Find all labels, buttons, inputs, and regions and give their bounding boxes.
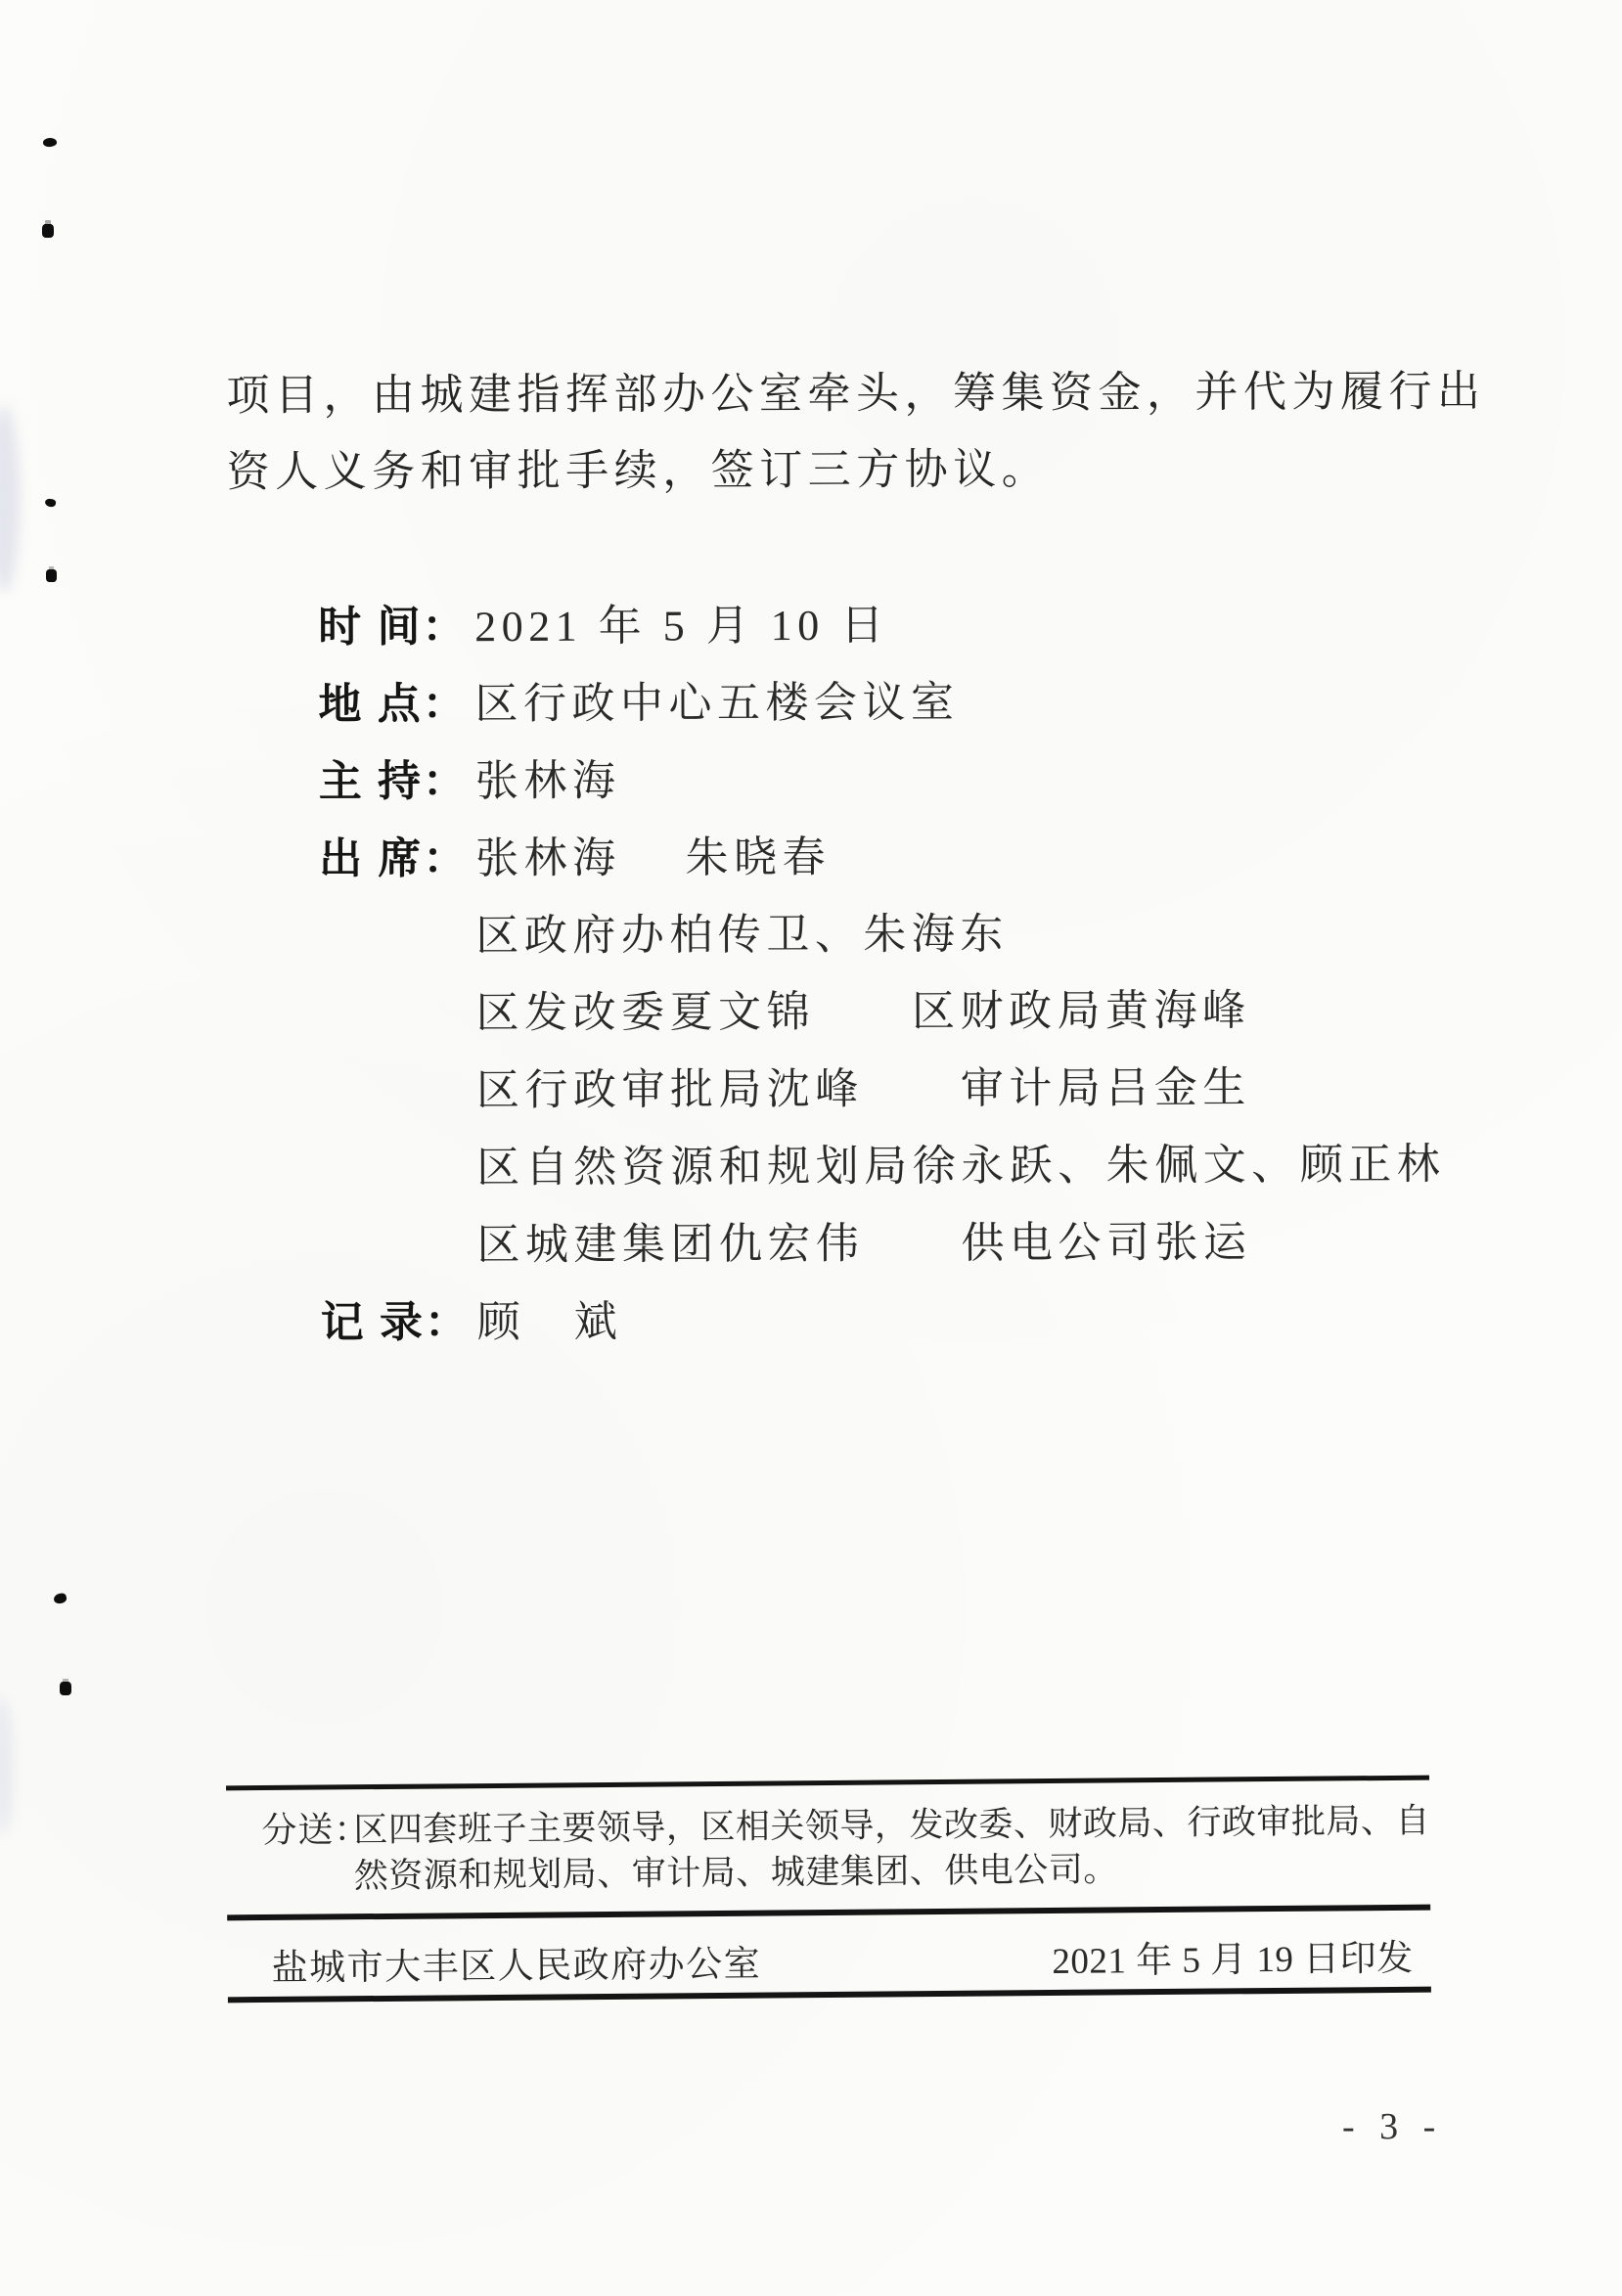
meta-label: 地 点： — [318, 680, 468, 729]
meta-label — [319, 974, 475, 975]
meta-value: 张林海 朱晓春 — [474, 833, 832, 883]
footer-rule-top — [226, 1776, 1429, 1791]
meta-label: 时 间： — [318, 603, 468, 652]
page-number: - 3 - — [1342, 2106, 1444, 2147]
document-footer — [226, 1776, 1431, 2011]
scan-smudge — [0, 1697, 14, 1834]
meta-row-recorder — [321, 1281, 1495, 1362]
meta-row-attendees-cont — [320, 1203, 1494, 1284]
scan-speck — [42, 224, 54, 238]
paragraph-line: 项目，由城建指挥部办公室牵头，筹集资金，并代为履行出 — [226, 367, 1486, 421]
meta-row-place — [318, 662, 1492, 743]
meta-label — [320, 1206, 476, 1207]
scan-speck — [53, 1593, 68, 1604]
distribution-list — [353, 1798, 1430, 1900]
body-paragraph — [226, 354, 1486, 511]
scan-smudge — [0, 406, 20, 592]
issuer-row — [227, 1925, 1430, 1995]
meta-row-attendees-cont — [320, 1049, 1494, 1130]
scan-speck — [46, 569, 57, 582]
meta-value: 张林海 — [474, 756, 621, 806]
meta-value: 区政府办柏传卫、朱海东 — [475, 910, 1009, 961]
meta-label: 出 席： — [318, 834, 469, 883]
paragraph-line: 资人义务和审批手续，签订三方协议。 — [226, 445, 1051, 497]
meta-label: 记 录： — [320, 1298, 471, 1347]
meta-label — [320, 1052, 476, 1053]
scan-speck — [60, 1682, 71, 1695]
distribution-block — [226, 1798, 1431, 1896]
print-date: 2021 年 5 月 19 日印发 — [1052, 1938, 1414, 1983]
footer-rule-middle — [227, 1905, 1430, 1921]
meta-row-time — [318, 585, 1492, 666]
meta-value: 区自然资源和规划局徐永跃、朱佩文、顾正林 — [476, 1140, 1446, 1193]
meta-value: 区行政中心五楼会议室 — [474, 678, 960, 729]
meeting-meta — [318, 585, 1495, 1362]
distribution-line: 区四套班子主要领导，区相关领导，发改委、财政局、行政审批局、自 — [353, 1801, 1431, 1850]
meta-row-attendees-cont — [319, 894, 1493, 975]
meta-row-host — [319, 740, 1493, 821]
meta-value: 顾 斌 — [476, 1297, 623, 1347]
meta-label: 主 持： — [318, 757, 469, 806]
distribution-label: 分送： — [261, 1810, 371, 1851]
issuing-office: 盐城市大丰区人民政府办公室 — [271, 1944, 762, 1989]
meta-row-attendees — [319, 817, 1493, 898]
meta-value: 区城建集团仇宏伟 供电公司张运 — [476, 1218, 1252, 1270]
scan-speck — [42, 137, 57, 148]
meta-row-attendees-cont — [320, 1126, 1494, 1207]
scan-speck — [44, 498, 56, 508]
meta-value: 区发改委夏文锦 区财政局黄海峰 — [475, 986, 1251, 1038]
meta-row-attendees-cont — [319, 971, 1493, 1053]
meta-value: 2021 年 5 月 10 日 — [474, 601, 889, 652]
meta-label — [320, 1129, 476, 1130]
meta-value: 区行政审批局沈峰 审计局吕金生 — [475, 1063, 1251, 1115]
meta-label — [319, 897, 475, 898]
distribution-line: 然资源和规划局、审计局、城建集团、供电公司。 — [353, 1850, 1118, 1896]
